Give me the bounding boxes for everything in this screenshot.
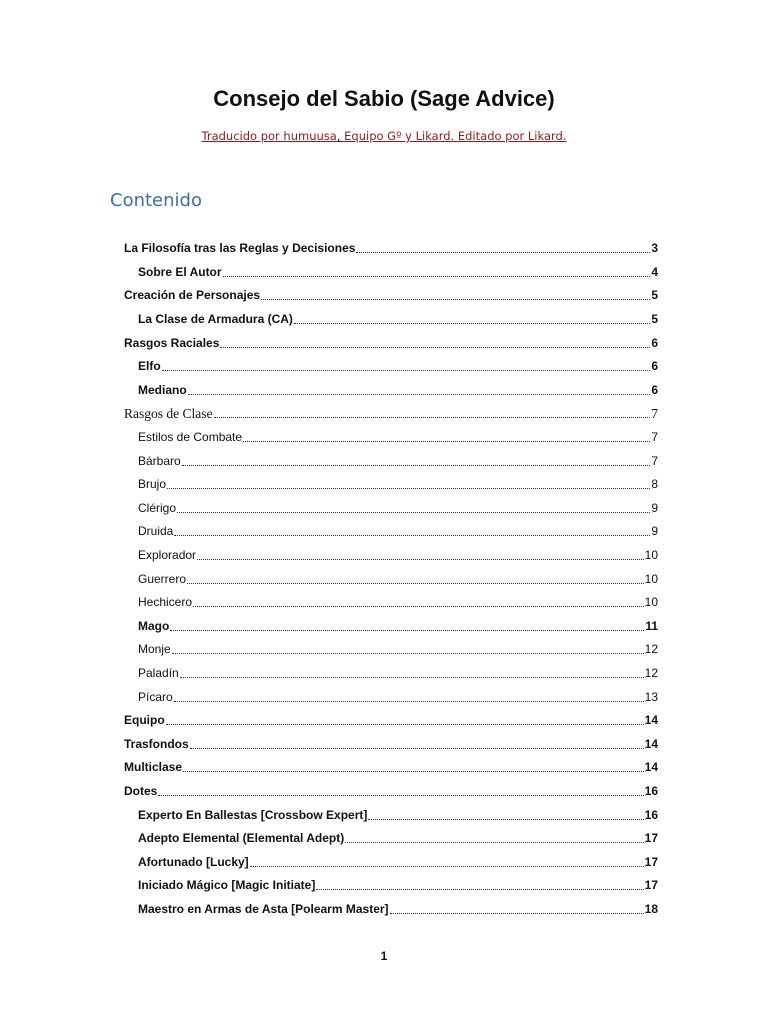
toc-leader [390,903,644,914]
contents-heading: Contenido [110,190,202,211]
toc-leader [162,360,651,371]
translation-credits [0,129,768,143]
toc-entry-label: Paladín [138,666,179,680]
toc-entry-label: Iniciado Mágico [Magic Initiate] [138,878,316,892]
toc-entry-page: 7 [651,430,658,444]
toc-entry-page: 10 [644,548,658,562]
toc-entry-page: 6 [651,359,658,373]
toc-entry[interactable] [124,737,658,757]
toc-leader [177,502,650,513]
toc-entry[interactable] [138,831,658,851]
toc-entry[interactable] [138,359,658,379]
toc-leader [214,407,651,418]
toc-leader [197,549,644,560]
toc-entry[interactable] [138,666,658,686]
toc-entry[interactable] [138,383,658,403]
toc-entry-label: La Clase de Armadura (CA) [138,312,293,326]
toc-entry-label: Guerrero [138,572,187,586]
toc-entry-page: 13 [644,690,658,704]
toc-entry-page: 8 [651,477,658,491]
toc-leader [368,809,643,820]
toc-entry-page: 5 [651,288,658,302]
toc-entry-page: 12 [644,666,658,680]
toc-entry[interactable] [138,572,658,592]
toc-entry[interactable] [138,808,658,828]
toc-leader [345,832,643,843]
toc-entry-page: 14 [644,737,658,751]
toc-entry-page: 14 [644,713,658,727]
toc-entry-label: Rasgos de Clase [124,406,213,421]
toc-entry-page: 4 [651,265,658,279]
toc-leader [190,738,644,749]
toc-leader [187,573,644,584]
credits-link-translator[interactable]: Traducido por humuusa [201,129,337,143]
toc-entry-label: Mediano [138,383,187,397]
toc-entry-label: Monje [138,642,171,656]
toc-entry-page: 16 [644,808,658,822]
toc-entry[interactable] [138,642,658,662]
toc-entry-page: 6 [651,336,658,350]
toc-entry-page: 3 [651,241,658,255]
credits-link-team[interactable]: Equipo Gº y Likard. Editado por Likard. [340,129,567,143]
toc-leader [294,313,650,324]
toc-entry-label: Elfo [138,359,161,373]
toc-entry-page: 9 [651,501,658,515]
toc-entry-label: Brujo [138,477,167,491]
toc-entry-label: Equipo [124,713,165,727]
toc-entry-page: 11 [645,619,658,633]
toc-entry[interactable] [138,312,658,332]
toc-leader [316,879,643,890]
toc-entry[interactable] [138,902,658,922]
toc-entry-page: 17 [644,878,658,892]
toc-entry[interactable] [124,713,658,733]
toc-entry-label: Estilos de Combate [138,430,243,444]
toc-entry[interactable] [124,760,658,780]
toc-entry-page: 5 [651,312,658,326]
toc-entry-label: Druida [138,524,174,538]
toc-entry-label: Dotes [124,784,158,798]
toc-leader [243,431,650,442]
toc-entry[interactable] [124,406,658,426]
toc-leader [223,266,651,277]
toc-entry-label: Clérigo [138,501,177,515]
toc-entry-page: 14 [644,760,658,774]
toc-entry[interactable] [138,690,658,710]
toc-entry-label: Multiclase [124,760,183,774]
toc-leader [170,620,644,631]
toc-entry-page: 10 [644,595,658,609]
toc-entry[interactable] [138,548,658,568]
toc-entry-page: 17 [644,855,658,869]
toc-entry-page: 10 [644,572,658,586]
toc-entry-page: 16 [644,784,658,798]
toc-entry-page: 7 [651,454,658,468]
toc-entry-label: Creación de Personajes [124,288,261,302]
toc-entry-label: Rasgos Raciales [124,336,220,350]
toc-entry-label: Pícaro [138,690,173,704]
toc-leader [166,714,644,725]
toc-entry[interactable] [138,619,658,639]
toc-entry-label: Explorador [138,548,197,562]
toc-entry-label: Hechicero [138,595,193,609]
toc-leader [183,761,644,772]
toc-leader [180,667,644,678]
toc-entry-page: 12 [644,642,658,656]
toc-leader [167,478,650,489]
toc-leader [174,525,650,536]
toc-entry-label: Bárbaro [138,454,181,468]
toc-entry[interactable] [138,477,658,497]
toc-entry-label: Sobre El Autor [138,265,222,279]
toc-leader [188,384,651,395]
toc-leader [261,289,650,300]
toc-entry[interactable] [138,595,658,615]
toc-entry[interactable] [138,430,658,450]
toc-leader [158,785,643,796]
toc-leader [172,643,644,654]
toc-entry-page: 7 [651,406,658,421]
toc-entry-label: Afortunado [Lucky] [138,855,249,869]
toc-entry[interactable] [138,454,658,474]
toc-entry[interactable] [124,336,658,356]
toc-leader [250,856,644,867]
page-number: 1 [380,949,388,963]
toc-leader [193,596,644,607]
toc-entry[interactable] [124,241,658,261]
toc-entry[interactable] [138,524,658,544]
toc-leader [220,337,650,348]
toc-entry-page: 18 [644,902,658,916]
toc-entry-label: Maestro en Armas de Asta [Polearm Master] [138,902,389,916]
toc-entry[interactable] [138,878,658,898]
toc-entry-label: Mago [138,619,170,633]
toc-entry-label: La Filosofía tras las Reglas y Decisiones [124,241,356,255]
toc-leader [174,691,644,702]
toc-entry[interactable] [124,784,658,804]
toc-entry[interactable] [138,855,658,875]
toc-entry-label: Experto En Ballestas [Crossbow Expert] [138,808,368,822]
toc-entry[interactable] [124,288,658,308]
toc-entry[interactable] [138,501,658,521]
toc-leader [356,242,650,253]
toc-entry-page: 9 [651,524,658,538]
toc-entry-label: Trasfondos [124,737,189,751]
toc-entry-label: Adepto Elemental (Elemental Adept) [138,831,345,845]
toc-entry-page: 17 [644,831,658,845]
toc-leader [182,455,651,466]
toc-entry[interactable] [138,265,658,285]
document-title: Consejo del Sabio (Sage Advice) [213,86,555,111]
credits-separator: , [336,129,341,143]
toc-entry-page: 6 [651,383,658,397]
